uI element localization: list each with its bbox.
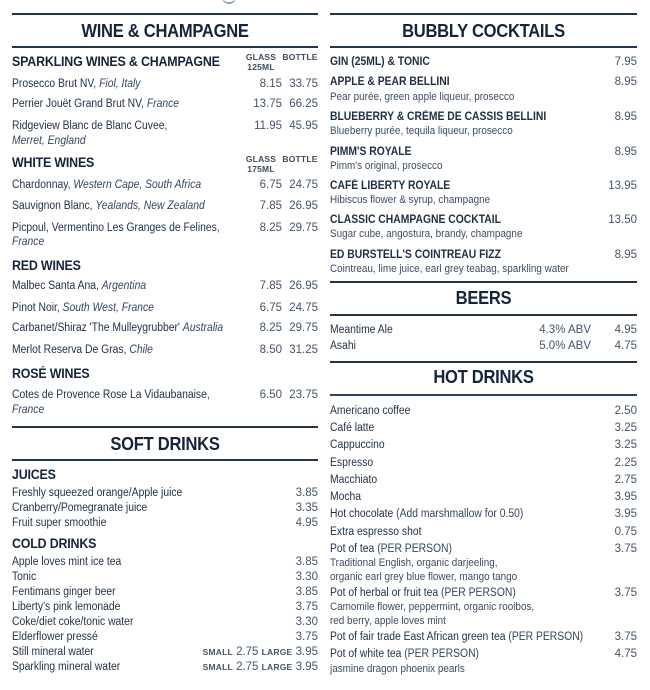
subsection-title-white: WHITE WINES <box>12 155 95 170</box>
item-description: red berry, apple loves mint <box>330 615 446 627</box>
item-name: Still mineral water <box>12 646 94 658</box>
glass-price: 7.85 <box>259 200 282 212</box>
item-name: Café latte <box>330 422 375 434</box>
divider <box>12 46 318 48</box>
bottle-price: 26.95 <box>289 200 318 212</box>
menu-item-row <box>330 438 637 452</box>
menu-item-row <box>330 179 637 193</box>
menu-item-row <box>12 388 318 402</box>
glass-price: 6.75 <box>259 302 282 314</box>
item-name: Pinot Noir, South West, France <box>12 302 154 314</box>
item-price: 2.75 <box>614 474 637 486</box>
item-name: Cotes de Provence Rose La Vidaubanaise, <box>12 389 210 401</box>
water-prices: SMALL 2.75 LARGE 3.95 <box>202 646 318 658</box>
menu-item-row <box>330 213 637 227</box>
menu-item-row <box>330 647 637 661</box>
glass-price: 13.75 <box>253 98 282 110</box>
item-price: 3.95 <box>614 491 637 503</box>
item-price: 3.35 <box>295 502 318 514</box>
item-abv: 4.3% ABV <box>539 324 591 336</box>
menu-item-row <box>12 279 318 293</box>
item-name: Malbec Santa Ana, Argentina <box>12 280 147 292</box>
glass-price: 8.25 <box>259 222 282 234</box>
item-name: Apple loves mint ice tea <box>12 556 122 568</box>
divider <box>12 13 318 15</box>
item-name: Sauvignon Blanc, Yealands, New Zealand <box>12 200 205 212</box>
glass-size-label: 175ML <box>247 164 275 174</box>
item-name: Merlot Reserva De Gras, Chile <box>12 344 153 356</box>
menu-item-row <box>12 178 318 192</box>
item-name: Meantime Ale <box>330 324 393 336</box>
item-price: 2.50 <box>614 405 637 417</box>
menu-item-row <box>12 501 318 515</box>
item-price: 7.95 <box>614 56 637 68</box>
item-name: GIN (25ML) & TONIC <box>330 56 430 68</box>
item-name: ED BURSTELL'S COINTREAU FIZZ <box>330 249 501 261</box>
menu-item-row <box>330 55 637 69</box>
menu-item-row <box>330 473 637 487</box>
menu-item-row <box>12 516 318 530</box>
item-price: 8.95 <box>614 111 637 123</box>
item-price: 3.30 <box>295 616 318 628</box>
item-name: Ridgeview Blanc de Blanc Cuvee, <box>12 120 168 132</box>
glass-label: GLASS <box>245 52 277 62</box>
item-description: jasmine dragon phoenix pearls <box>330 663 465 675</box>
menu-item-row <box>330 542 637 556</box>
divider <box>330 13 637 15</box>
section-title-wine: WINE & CHAMPAGNE <box>81 21 249 41</box>
item-price: 3.85 <box>295 556 318 568</box>
glass-price: 7.85 <box>259 280 282 292</box>
item-name: Pot of fair trade East African green tea (PER PERSON) <box>330 631 584 643</box>
item-price: 3.30 <box>295 571 318 583</box>
menu-item-row <box>12 77 318 91</box>
menu-item-row <box>12 630 318 644</box>
column-header-bottle: BOTTLE <box>282 52 318 62</box>
item-description: organic earl grey blue flower, mango tango <box>330 571 518 583</box>
glass-price: 11.95 <box>254 120 282 132</box>
menu-item-row <box>12 570 318 584</box>
divider <box>330 394 637 396</box>
item-price: 13.50 <box>608 214 637 226</box>
section-title-cocktails: BUBBLY COCKTAILS <box>402 21 565 41</box>
column-header-glass <box>244 52 278 72</box>
menu-item-row <box>12 97 318 111</box>
column-header-glass <box>244 154 278 174</box>
glass-label: GLASS <box>245 154 277 164</box>
item-name: Extra espresso shot <box>330 526 422 538</box>
right-column <box>330 0 637 690</box>
item-name: Liberty's pink lemonade <box>12 601 121 613</box>
item-name: Pot of white tea (PER PERSON) <box>330 648 480 660</box>
bottle-price: 33.75 <box>289 78 318 90</box>
subsection-title-juices: JUICES <box>12 467 56 482</box>
item-origin: France <box>12 236 45 248</box>
item-price: 3.75 <box>614 587 637 599</box>
menu-item-row <box>12 585 318 599</box>
glass-price: 6.75 <box>259 179 282 191</box>
item-description: Hibiscus flower & syrup, champagne <box>330 194 491 206</box>
menu-item-row <box>330 525 637 539</box>
bottle-price: 24.75 <box>289 302 318 314</box>
bottle-price: 29.75 <box>289 322 318 334</box>
item-name: Chardonnay, Western Cape, South Africa <box>12 179 202 191</box>
subsection-title-sparkling: SPARKLING WINES & CHAMPAGNE <box>12 54 220 69</box>
item-description: Traditional English, organic darjeeling, <box>330 557 498 569</box>
bottle-price: 66.25 <box>289 98 318 110</box>
menu-item-row <box>12 660 318 674</box>
item-price: 8.95 <box>614 249 637 261</box>
item-price: 4.95 <box>614 324 637 336</box>
item-name: APPLE & PEAR BELLINI <box>330 76 450 88</box>
left-column <box>12 0 318 690</box>
item-name: Espresso <box>330 457 374 469</box>
item-description: Pimm's original, prosecco <box>330 160 443 172</box>
glass-price: 8.50 <box>259 344 282 356</box>
item-name: Pot of tea (PER PERSON) <box>330 543 452 555</box>
divider <box>330 314 637 316</box>
bottle-price: 23.75 <box>289 389 318 401</box>
item-price: 3.75 <box>614 543 637 555</box>
item-name: Fentimans ginger beer <box>12 586 116 598</box>
item-name: Fruit super smoothie <box>12 517 107 529</box>
glass-price: 8.25 <box>259 322 282 334</box>
menu-item-row <box>12 199 318 213</box>
item-name: Mocha <box>330 491 362 503</box>
item-name: Freshly squeezed orange/Apple juice <box>12 487 183 499</box>
menu-item-row <box>12 615 318 629</box>
item-name: Cranberry/Pomegranate juice <box>12 502 148 514</box>
item-name: Perrier Jouët Grand Brut NV, France <box>12 98 180 110</box>
item-price: 2.25 <box>614 457 637 469</box>
menu-item-row <box>12 119 318 133</box>
bottle-price: 26.95 <box>289 280 318 292</box>
logo-fragment-icon <box>222 0 236 4</box>
divider <box>330 46 637 48</box>
item-description: Sugar cube, angostura, brandy, champagne <box>330 228 523 240</box>
subsection-title-red: RED WINES <box>12 258 81 273</box>
item-price: 3.85 <box>295 487 318 499</box>
menu-item-row <box>330 490 637 504</box>
bottle-price: 45.95 <box>289 120 318 132</box>
item-description: Pear purée, green apple liqueur, prosecco <box>330 91 515 103</box>
item-price: 3.85 <box>295 586 318 598</box>
glass-size-label: 125ML <box>247 62 275 72</box>
menu-item-row <box>330 630 637 644</box>
item-price: 3.25 <box>614 439 637 451</box>
divider <box>330 281 637 283</box>
item-price: 3.95 <box>614 508 637 520</box>
divider <box>12 426 318 428</box>
menu-item-row <box>330 339 637 353</box>
item-origin: France <box>12 404 45 416</box>
item-origin: Merret, England <box>12 135 86 147</box>
item-description: Cointreau, lime juice, earl grey teabag, sparkling water <box>330 263 569 275</box>
item-price: 4.95 <box>295 517 318 529</box>
item-name: Cappuccino <box>330 439 385 451</box>
menu-item-row <box>12 600 318 614</box>
item-name: CLASSIC CHAMPAGNE COCKTAIL <box>330 214 501 226</box>
item-name: Macchiato <box>330 474 378 486</box>
glass-price: 8.15 <box>259 78 282 90</box>
menu-item-row <box>330 507 637 521</box>
subsection-title-rose: ROSÉ WINES <box>12 366 90 381</box>
divider <box>330 361 637 363</box>
item-name: CAFÉ LIBERTY ROYALE <box>330 180 451 192</box>
item-name: Asahi <box>330 340 356 352</box>
section-title-beers: BEERS <box>455 288 512 308</box>
menu-item-row <box>330 75 637 89</box>
menu-item-row <box>330 421 637 435</box>
section-title-hot-drinks: HOT DRINKS <box>433 367 534 387</box>
item-description: Blueberry purée, tequila liqueur, prosecco <box>330 125 513 137</box>
menu-item-row <box>12 645 318 659</box>
item-name: BLUEBERRY & CRÈME DE CASSIS BELLINI <box>330 111 547 123</box>
menu-item-row <box>12 321 318 335</box>
bottle-price: 31.25 <box>289 344 318 356</box>
item-abv: 5.0% ABV <box>539 340 591 352</box>
item-name: Tonic <box>12 571 37 583</box>
glass-price: 6.50 <box>259 389 282 401</box>
menu-item-row <box>330 456 637 470</box>
bottle-price: 24.75 <box>289 179 318 191</box>
item-price: 4.75 <box>614 648 637 660</box>
bottle-price: 29.75 <box>289 222 318 234</box>
menu-item-row <box>330 404 637 418</box>
divider <box>12 459 318 461</box>
menu-item-row <box>330 110 637 124</box>
menu-item-row <box>12 301 318 315</box>
item-name: Coke/diet coke/tonic water <box>12 616 134 628</box>
item-name: Carbanet/Shiraz 'The Mulleygrubber' Australia <box>12 322 224 334</box>
item-name: Prosecco Brut NV, Fiol, Italy <box>12 78 141 90</box>
item-price: 8.95 <box>614 146 637 158</box>
column-header-bottle: BOTTLE <box>282 154 318 164</box>
item-price: 3.75 <box>295 631 318 643</box>
item-name: Picpoul, Vermentino Les Granges de Felines, <box>12 222 220 234</box>
menu-item-row <box>12 486 318 500</box>
item-price: 3.25 <box>614 422 637 434</box>
item-price: 3.75 <box>295 601 318 613</box>
item-name: Americano coffee <box>330 405 411 417</box>
water-prices: SMALL 2.75 LARGE 3.95 <box>202 661 318 673</box>
item-description: Camomile flower, peppermint, organic rooibos, <box>330 601 535 613</box>
item-price: 13.95 <box>608 180 637 192</box>
menu-item-row <box>330 145 637 159</box>
item-name: Pot of herbal or fruit tea (PER PERSON) <box>330 587 516 599</box>
section-title-soft-drinks: SOFT DRINKS <box>110 434 220 454</box>
menu-item-row <box>330 586 637 600</box>
item-price: 0.75 <box>614 526 637 538</box>
item-name: Hot chocolate (Add marshmallow for 0.50) <box>330 508 524 520</box>
menu-item-row <box>12 555 318 569</box>
item-price: 3.75 <box>614 631 637 643</box>
menu-item-row <box>12 221 318 235</box>
item-name: PIMM'S ROYALE <box>330 146 412 158</box>
subsection-title-cold-drinks: COLD DRINKS <box>12 536 97 551</box>
menu-item-row <box>330 248 637 262</box>
item-name: Elderflower pressé <box>12 631 98 643</box>
menu-item-row <box>12 343 318 357</box>
menu-item-row <box>330 323 637 337</box>
item-price: 8.95 <box>614 76 637 88</box>
item-name: Sparkling mineral water <box>12 661 121 673</box>
item-price: 4.75 <box>614 340 637 352</box>
